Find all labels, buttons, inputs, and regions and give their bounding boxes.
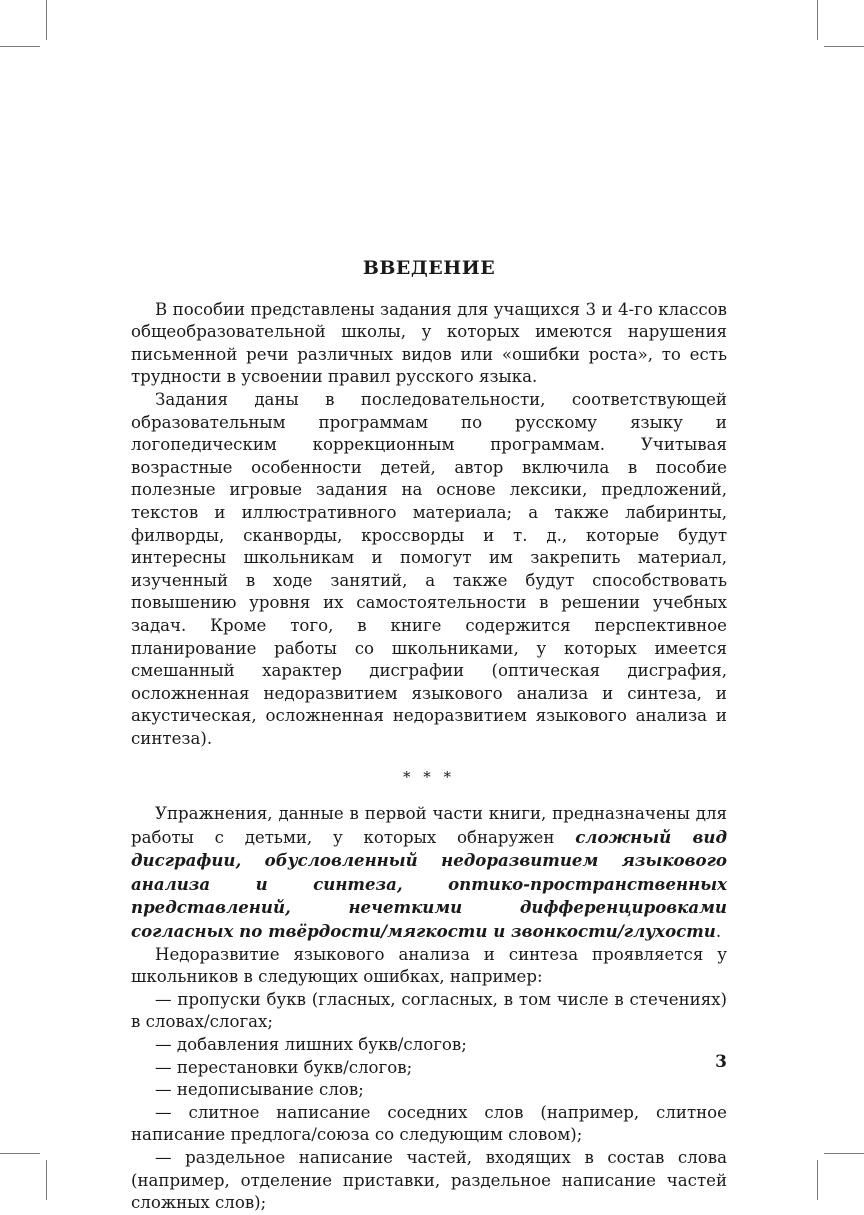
error-list-item: — недописывание слов; xyxy=(155,1080,364,1100)
error-list-item: — добавления лишних букв/слогов; xyxy=(155,1035,467,1054)
intro-paragraph: В пособии представлены задания для учащихся 3 и 4-го классов общеобразовательной школы, у которых имеются нарушения письменной речи различных видов или «ошибки роста», то есть трудности в усвоении правил русского языка. xyxy=(131,299,727,387)
crop-mark xyxy=(817,0,818,40)
error-list-item: — раздельное написание частей, входящих в состав слова (например, отделение приставки, раздельное написание частей сложных слов); xyxy=(131,1147,727,1213)
section-separator: * * * xyxy=(402,768,456,787)
crop-mark xyxy=(0,1153,40,1154)
crop-mark xyxy=(46,1160,47,1200)
error-list-item: — пропуски букв (гласных, согласных, в том числе в стечениях) в словах/слогах; xyxy=(131,989,727,1032)
crop-mark xyxy=(46,0,47,40)
part1-tail: . xyxy=(715,922,722,942)
page-body xyxy=(131,257,727,1215)
error-list-item: — перестановки букв/слогов; xyxy=(155,1057,413,1077)
crop-mark xyxy=(824,46,864,47)
page-number: 3 xyxy=(715,1052,727,1072)
part1-emphasis: сложный вид дисграфии, обусловленный недоразвитием языкового анализа и синтеза, оптико-пространственных представлений, нечеткими дифференцировками согласных по твёрдости/мягкости и звонкости/глухости xyxy=(131,826,727,942)
part1-lead: Упражнения, данные в первой части книги, предназначены для работы с детьми, у которых обнаружен xyxy=(131,804,727,847)
errors-intro-paragraph: Недоразвитие языкового анализа и синтеза проявляется у школьников в следующих ошибках, например: xyxy=(131,944,727,987)
crop-mark xyxy=(0,46,40,47)
intro-paragraph: Задания даны в последовательности, соответствующей образовательным программам по русскому языку и логопедическим коррекционным программам. Учитывая возрастные особенности детей, автор включила в пособие полезные игровые задания на основе лексики, предложений, текстов и иллюстративного материала; а также лабиринты, филворды, сканворды, кроссворды и т. д., которые будут интересны школьникам и помогут им закрепить материал, изученный в ходе занятий, а также будут способствовать повышению уровня их самостоятельности в решении учебных задач. Кроме того, в книге содержится перспективное планирование работы со школьниками, у которых имеется смешанный характер дисграфии (оптическая дисграфия, осложненная недоразвитием языкового анализа и синтеза, и акустическая, осложненная недоразвитием языкового анализа и синтеза). xyxy=(131,389,727,748)
part1-paragraph xyxy=(131,803,727,944)
crop-mark xyxy=(824,1153,864,1154)
error-list-item: — слитное написание соседних слов (например, слитное написание предлога/союза со следующим словом); xyxy=(131,1102,727,1145)
page-title: ВВЕДЕНИЕ xyxy=(362,257,496,279)
crop-mark xyxy=(817,1160,818,1200)
